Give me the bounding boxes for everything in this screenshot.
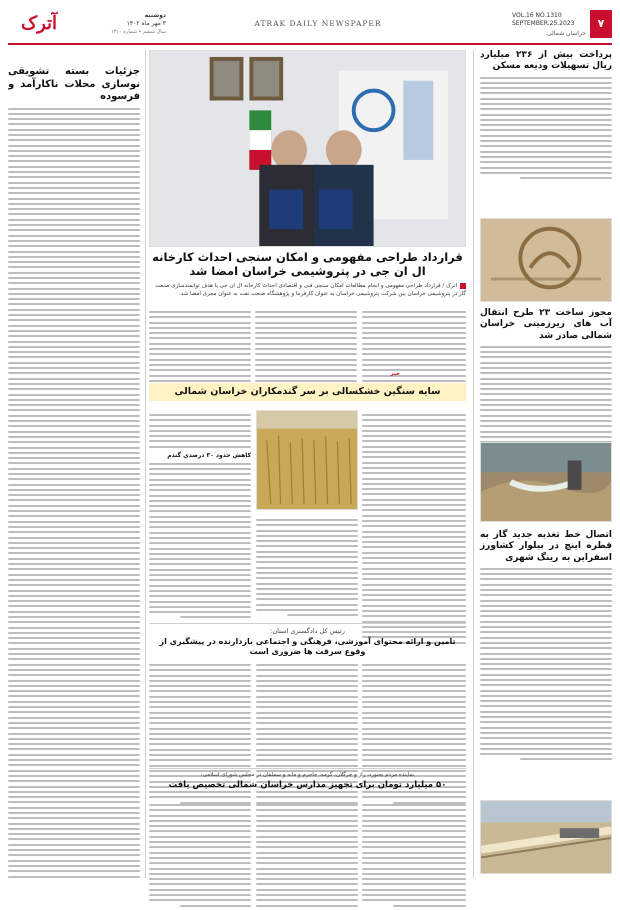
english-title: ATRAK DAILY NEWSPAPER [254,19,382,28]
section-divider [149,768,466,769]
story-body [480,568,612,761]
left-headline[interactable]: جزئیات بسته تشویقی نوسازی محلات ناکارآمد و فرسوده [8,66,140,102]
right-column-story3 [480,530,612,764]
volume-number: VOL.16 NO.1310 [512,12,562,19]
newspaper-logo[interactable]: آترک [20,13,58,34]
main-headline[interactable]: قرارداد طراحی مفهومی و امکان سنجی احداث کارخانه ال ان جی در پتروشیمی خراسان امضا شد [152,250,463,279]
water-canal-photo [480,442,612,522]
judiciary-headline-block [149,627,466,657]
judiciary-kicker: رئیس کل دادگستری استان: [270,627,345,635]
wheat-field-photo [256,410,358,510]
column-divider [473,50,474,878]
story-headline[interactable]: پرداخت بیش از ۲۳۶ میلیارد ریال تسهیلات ودیعه مسکن [480,50,613,72]
judiciary-headline[interactable]: تامین و ارائه محتوای آموزشی، فرهنگی و اجتماعی بازدارنده در پیشگیری از وقوع سرقت ها ضروری است [159,637,456,656]
section-label: خراسان شمالی [546,30,586,37]
byline: خبر [390,371,400,377]
photo-caption [149,282,466,298]
page-number-badge: ۷ [590,10,612,38]
school-col2 [256,800,358,910]
masthead-rule [8,43,612,45]
drought-subhead: کاهش حدود ۳۰ درصدی گندم [167,451,251,459]
story-headline[interactable]: اتصال خط تغذیه جدید گاز به قطره اینچ در بیلوار کشاورز اسفراین به رینگ شهری [480,530,612,563]
main-headline-block [149,250,466,279]
column-divider [145,50,146,878]
signing-ceremony-photo [149,50,466,247]
drought-headline[interactable]: سایه سنگین خشکسالی بر سر گندمکاران خراسان شمالی [174,386,441,397]
date-full: ۳ مهر ماه ۱۴۰۲ [126,20,166,27]
school-headline-block [149,772,466,791]
bank-logo-photo [480,218,612,302]
date-weekday: دوشنبه [144,12,166,19]
caption-text: اترک / قرارداد طراحی مفهومی و انجام مطالعات امکان سنجی فنی و اقتصادی احداث کارخانه ال ان جی با هدف توانمندسازی صنعت گاز در پتروشیمی خراسان بین شرکت پتروشیمی خراسان به عنوان کارفرما و پژوهشگاه صنعت نفت به عنوان مجری امضا شد. [155,283,466,297]
caption-marker [460,283,466,289]
issue-date [76,12,166,36]
drought-col1 [362,410,466,647]
volume-info [512,12,586,28]
section-divider [149,623,466,624]
drought-col3 [149,410,251,622]
volume-date: SEPTEMBER.25.2023 [512,20,575,27]
left-body [8,108,140,879]
story-body [480,77,612,180]
school-col3 [149,800,251,910]
left-column [8,66,140,878]
school-headline[interactable]: ۵۰ میلیارد تومان برای تجهیز مدارس خراسان شمالی تخصیص یافت [168,780,447,790]
gas-pipeline-photo [480,800,612,874]
drought-headline-block [149,386,466,398]
school-col1 [362,800,466,910]
masthead [8,10,612,40]
issue-info: سال ششم • شماره ۱۳۱۰ [110,29,166,35]
school-kicker: نماینده مردم بجنورد، راز و جرگلان، گرمه، جاجرم و مانه و سملقان در مجلس شورای اسلامی: [200,772,415,778]
story-headline[interactable]: مجوز ساخت ۲۳ طرح انتقال آب های زیرزمینی خراسان شمالی صادر شد [480,308,612,341]
drought-col2 [256,515,358,620]
right-column [480,50,612,182]
